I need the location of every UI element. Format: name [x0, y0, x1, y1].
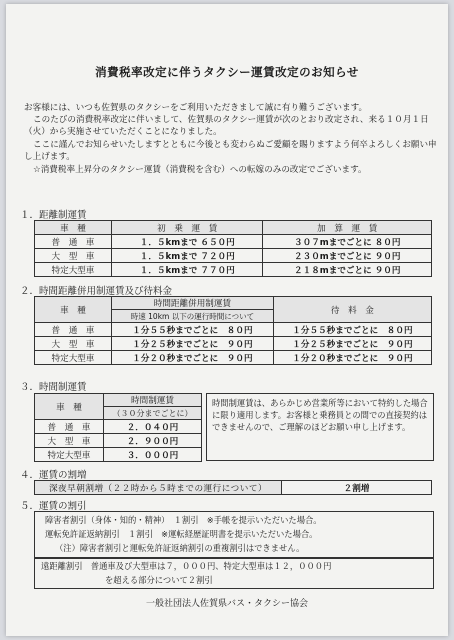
intro-note: ☆消費税率上昇分のタクシー運賃（消費税を含む）への転嫁のみの改定でございます。 — [33, 165, 367, 175]
time-fare-note-box — [206, 393, 434, 461]
table-row — [35, 337, 432, 351]
discount-box — [34, 511, 434, 559]
table-header-row — [35, 221, 432, 235]
table-row — [35, 323, 432, 337]
table-header-row — [35, 394, 202, 407]
col-vehicle-type: 車 種 — [35, 394, 104, 420]
waiting-fee: １分２０秒までごとに ９０円 — [273, 351, 431, 365]
intro-request: ここに謹んでお知らせいたしますとともに今後とも変わらぬご愛顧を賜りますよう何卒よろしくお願い申し上げます。 — [24, 140, 437, 163]
section5-heading: ５．運賃の割引 — [20, 501, 87, 512]
col-time-distance-fare: 時間距離併用制運賃 — [112, 297, 274, 310]
time-fare: ２．９００円 — [104, 434, 202, 448]
table-row — [35, 263, 432, 277]
col-time-distance-note: 時速 10km 以下の運行時間について — [112, 310, 274, 323]
additional-fare: ３０７mまでごとに ８０円 — [263, 235, 432, 249]
col-vehicle-type: 車 種 — [35, 297, 112, 323]
long-distance-box — [34, 557, 434, 589]
initial-fare: １．５kmまで ７７０円 — [112, 263, 263, 277]
vehicle-type: 特定大型車 — [35, 263, 112, 277]
vehicle-type: 普 通 車 — [35, 235, 112, 249]
long-distance-discount-cont: を超える部分について２割引 — [105, 575, 213, 585]
notice-title: 消費税率改定に伴うタクシー運賃改定のお知らせ — [95, 65, 359, 79]
issuer-name: 一般社団法人佐賀県バス・タクシー協会 — [145, 599, 308, 609]
table-row — [35, 434, 202, 448]
vehicle-type: 特定大型車 — [35, 448, 104, 462]
col-additional-fare: 加 算 運 賃 — [263, 221, 432, 235]
time-fare: ３．０００円 — [104, 448, 202, 462]
distance-fare-table — [34, 220, 432, 277]
waiting-fee: １分２５秒までごとに ９０円 — [273, 337, 431, 351]
col-vehicle-type: 車 種 — [35, 221, 112, 235]
col-time-fare: 時間制運賃 — [104, 394, 202, 407]
section4-heading: ４．運賃の割増 — [20, 470, 87, 481]
col-time-fare-unit: （３０分までごとに） — [104, 407, 202, 420]
col-waiting-fee: 待 料 金 — [273, 297, 431, 323]
initial-fare: １．５kmまで ６５０円 — [112, 235, 263, 249]
waiting-fee: １分５５秒までごとに ８０円 — [273, 323, 431, 337]
license-return-discount: 運転免許証返納割引 １割引 ※運転経歴証明書を提示いただいた場合。 — [45, 529, 318, 539]
vehicle-type: 普 通 車 — [35, 323, 112, 337]
vehicle-type: 大 型 車 — [35, 249, 112, 263]
col-initial-fare: 初 乗 運 賃 — [112, 221, 263, 235]
vehicle-type: 大 型 車 — [35, 434, 104, 448]
table-row — [35, 235, 432, 249]
section2-heading: ２．時間距離併用制運賃及び待料金 — [20, 286, 173, 297]
time-fare: ２．０４０円 — [104, 420, 202, 434]
notice-paper — [6, 4, 448, 636]
late-night-surcharge-label: 深夜早朝割増（２２時から５時までの運行について） — [35, 481, 282, 495]
time-distance-fare: １分５５秒までごとに ８０円 — [112, 323, 274, 337]
section1-heading: １．距離制運賃 — [20, 210, 87, 221]
time-distance-fare: １分２０秒までごとに ９０円 — [112, 351, 274, 365]
table-header-row — [35, 297, 432, 310]
vehicle-type: 普 通 車 — [35, 420, 104, 434]
long-distance-discount: 遠距離割引 普通車及び大型車は７，０００円、特定大型車は１２，０００円 — [41, 561, 332, 571]
intro-greeting: お客様には、いつも佐賀県のタクシーをご利用いただきまして誠に有り難うございます。 — [24, 103, 368, 113]
vehicle-type: 大 型 車 — [35, 337, 112, 351]
initial-fare: １．５kmまで ７２０円 — [112, 249, 263, 263]
additional-fare: ２３０mまでごとに ９０円 — [263, 249, 432, 263]
discount-overlap-note: （注）障害者割引と運転免許証返納割引の重複割引はできません。 — [55, 543, 305, 553]
table-row — [35, 351, 432, 365]
table-row — [35, 481, 432, 495]
time-distance-fare: １分２５秒までごとに ９０円 — [112, 337, 274, 351]
table-row — [35, 448, 202, 462]
late-night-surcharge-value: ２割増 — [282, 481, 432, 495]
table-row — [35, 420, 202, 434]
disability-discount: 障害者割引（身体・知的・精神） １割引 ※手帳を提示いただいた場合。 — [45, 515, 322, 525]
table-row — [35, 249, 432, 263]
section3-heading: ３．時間制運賃 — [20, 382, 87, 393]
surcharge-table — [34, 480, 432, 495]
vehicle-type: 特定大型車 — [35, 351, 112, 365]
time-distance-fare-table — [34, 296, 432, 365]
time-fare-table — [34, 393, 202, 462]
time-fare-note: 時間制運賃は、あらかじめ営業所等において特約した場合に限り適用します。お客様と乗務員との間での直接契約はできませんので、ご理解のほどお願い申し上げます。 — [212, 398, 428, 432]
additional-fare: ２１８mまでごとに ９０円 — [263, 263, 432, 277]
intro-announcement: このたびの消費税率改定に伴いまして、佐賀県のタクシー運賃が次のとおり改定され、来る１０月１日（火）から実施させていただくことになりました。 — [24, 115, 429, 138]
